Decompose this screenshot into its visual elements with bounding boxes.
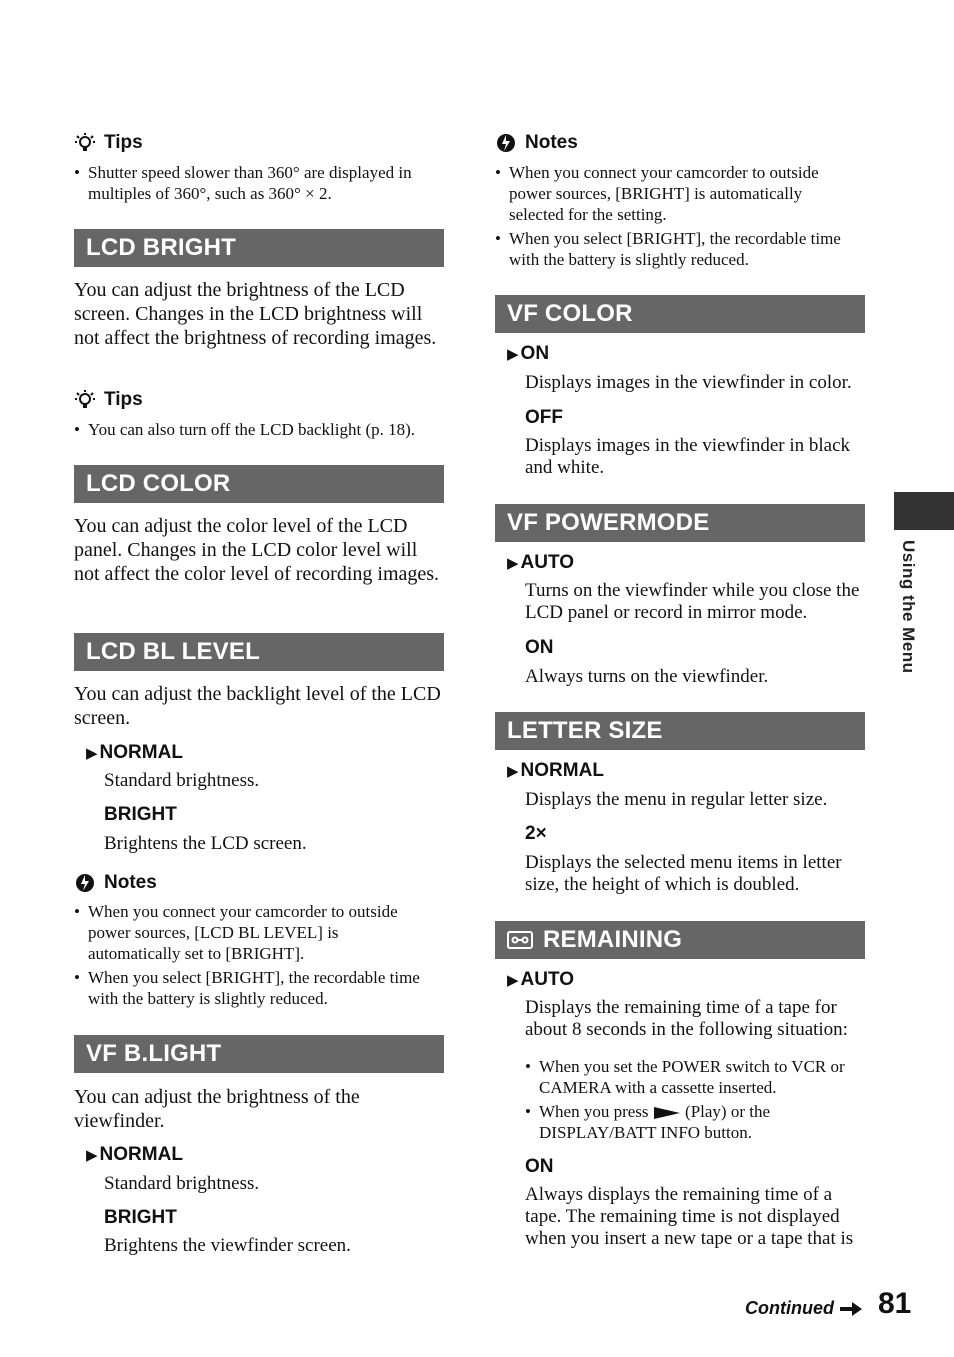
lcd-color-description: You can adjust the color level of the LCD panel. Changes in the LCD color level will not affect the color level of recording images. — [74, 515, 440, 585]
section-heading-lcd-color — [74, 465, 444, 503]
option-label-default — [86, 1144, 183, 1166]
option-label-default — [86, 742, 183, 764]
lightbulb-icon — [74, 389, 96, 411]
tips-title: Tips — [104, 132, 143, 153]
option-description: Always displays the remaining time of a tape. The remaining time is not displayed when you insert a new tape or a tape that is — [525, 1184, 854, 1249]
section-title: LCD COLOR — [86, 470, 231, 497]
default-arrow-icon: ▶ — [507, 346, 519, 363]
notes-list — [74, 901, 434, 1012]
list-item: • Shutter speed slower than 360° are displayed in multiples of 360°, such as 360° × 2. — [74, 162, 444, 204]
option-label: NORMAL — [99, 1144, 183, 1165]
section-heading-lcd-bl-level — [74, 633, 444, 671]
page-number: 81 — [878, 1287, 912, 1320]
section-heading-remaining — [495, 921, 865, 959]
tips-list — [74, 419, 449, 443]
tips-list — [74, 162, 444, 207]
section-heading-vf-blight — [74, 1035, 444, 1073]
notes-icon — [74, 872, 96, 894]
section-heading-letter-size — [495, 712, 865, 750]
side-tab-label: Using the Menu — [899, 540, 918, 674]
option-label: AUTO — [520, 969, 575, 990]
option-label-default — [507, 552, 574, 574]
lightbulb-icon — [74, 132, 96, 154]
section-title: VF COLOR — [507, 300, 633, 327]
list-item: • When you connect your camcorder to outside power sources, [BRIGHT] is automatically selected for the setting. — [495, 162, 855, 225]
section-title: LCD BRIGHT — [86, 234, 236, 261]
section-title: REMAINING — [543, 926, 683, 953]
option-label: ON — [520, 343, 550, 364]
option-description: Brightens the LCD screen. — [104, 833, 307, 854]
continued-indicator — [745, 1298, 862, 1319]
option-description: Displays images in the viewfinder in black and white. — [525, 435, 851, 478]
section-title: VF B.LIGHT — [86, 1040, 222, 1067]
section-title: LCD BL LEVEL — [86, 638, 260, 665]
option-label-default — [507, 969, 574, 991]
option-description: Standard brightness. — [104, 770, 260, 791]
notes-title: Notes — [525, 132, 578, 153]
section-title: LETTER SIZE — [507, 717, 663, 744]
cassette-icon — [507, 931, 533, 949]
list-item: • When you connect your camcorder to outside power sources, [LCD BL LEVEL] is automatically set to [BRIGHT]. — [74, 901, 434, 964]
list-item-text: When you press — [539, 1102, 649, 1121]
lcd-bright-description: You can adjust the brightness of the LCD screen. Changes in the LCD brightness will not affect the brightness of recording images. — [74, 279, 437, 349]
notes-title: Notes — [104, 872, 157, 893]
remaining-conditions-list — [525, 1056, 855, 1146]
option-label-default — [507, 760, 604, 782]
option-description: Displays the selected menu items in letter size, the height of which is doubled. — [525, 852, 842, 895]
option-description: Brightens the viewfinder screen. — [104, 1235, 351, 1256]
default-arrow-icon: ▶ — [507, 972, 519, 989]
option-label: BRIGHT — [104, 1207, 177, 1228]
default-arrow-icon: ▶ — [507, 555, 519, 572]
play-icon — [653, 1106, 681, 1120]
list-item: • You can also turn off the LCD backlight (p. 18). — [74, 419, 449, 440]
option-label: NORMAL — [99, 742, 183, 763]
tips-heading — [74, 389, 143, 411]
vf-blight-description: You can adjust the brightness of the viewfinder. — [74, 1086, 360, 1132]
lcd-bl-level-description: You can adjust the backlight level of the LCD screen. — [74, 683, 441, 729]
notes-heading — [74, 872, 157, 894]
list-item: • When you select [BRIGHT], the recordable time with the battery is slightly reduced. — [495, 228, 855, 270]
option-description: Displays images in the viewfinder in color. — [525, 372, 852, 393]
notes-heading — [495, 132, 578, 154]
option-description: Displays the remaining time of a tape for about 8 seconds in the following situation: — [525, 997, 848, 1040]
section-title: VF POWERMODE — [507, 509, 710, 536]
option-label: ON — [525, 1156, 554, 1177]
option-label: ON — [525, 637, 554, 658]
option-description: Standard brightness. — [104, 1173, 260, 1194]
option-label: BRIGHT — [104, 804, 177, 825]
tips-title: Tips — [104, 389, 143, 410]
option-label: AUTO — [520, 552, 575, 573]
default-arrow-icon: ▶ — [507, 763, 519, 780]
default-arrow-icon: ▶ — [86, 745, 98, 762]
option-label: OFF — [525, 407, 563, 428]
list-item: • When you select [BRIGHT], the recordable time with the battery is slightly reduced. — [74, 967, 434, 1009]
option-description: Displays the menu in regular letter size. — [525, 789, 828, 810]
option-label: 2× — [525, 823, 547, 844]
section-heading-vf-color — [495, 295, 865, 333]
notes-list — [495, 162, 855, 273]
section-heading-lcd-bright — [74, 229, 444, 267]
option-label-default — [507, 343, 549, 365]
notes-icon — [495, 132, 517, 154]
section-heading-vf-powermode — [495, 504, 865, 542]
option-description: Always turns on the viewfinder. — [525, 666, 769, 687]
option-label: NORMAL — [520, 760, 604, 781]
default-arrow-icon: ▶ — [86, 1147, 98, 1164]
list-item-text: (Play) or the DISPLAY/BATT INFO button. — [539, 1102, 771, 1142]
list-item: • When you set the POWER switch to VCR or CAMERA with a cassette inserted. — [525, 1056, 855, 1098]
list-item — [525, 1101, 855, 1143]
continued-label: Continued — [745, 1298, 834, 1318]
side-tab-marker — [894, 492, 954, 530]
option-description: Turns on the viewfinder while you close the LCD panel or record in mirror mode. — [525, 580, 860, 623]
tips-heading — [74, 132, 143, 154]
arrow-right-icon — [840, 1302, 862, 1316]
